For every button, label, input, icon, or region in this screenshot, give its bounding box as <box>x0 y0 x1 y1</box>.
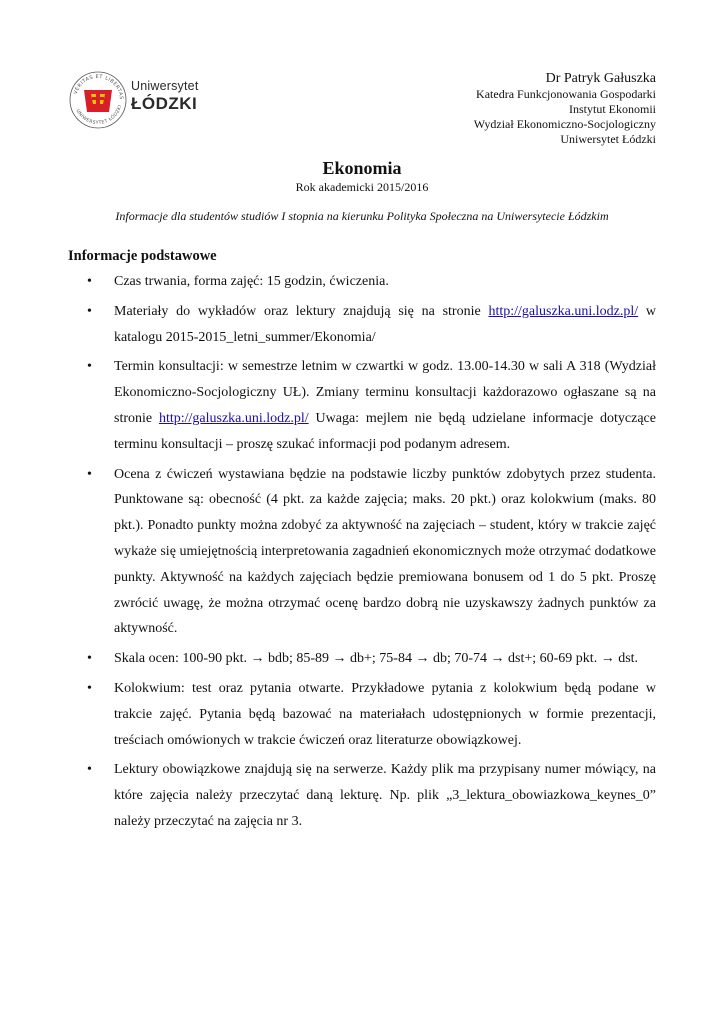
consultations-link[interactable]: http://galuszka.uni.lodz.pl/ <box>158 410 309 426</box>
university-logo <box>68 70 203 130</box>
list-item-text: Czas trwania, forma zajęć: 15 godzin, ćwiczenia. <box>114 274 389 289</box>
university-wordmark <box>131 78 199 114</box>
svg-text:UNIWERSYTET ŁÓDZKI: UNIWERSYTET ŁÓDZKI <box>74 104 124 127</box>
list-item-test <box>68 676 656 753</box>
author-name: Dr Patryk Gałuszka <box>545 71 656 86</box>
list-item-text: Uwaga: mejlem nie będą udzielane informacje dotyczące terminu konsultacji – proszę szukać informacji pod podanym adresem. <box>114 410 656 452</box>
list-item-consultations <box>68 354 656 457</box>
author-department: Katedra Funkcjonowania Gospodarki <box>476 87 656 101</box>
bullet-icon: • <box>87 303 92 319</box>
logo-line-uniwersytet: Uniwersytet <box>131 79 199 93</box>
info-list <box>68 269 656 839</box>
svg-text:VERITAS ET LIBERTAS: VERITAS ET LIBERTAS <box>72 73 125 101</box>
author-institute: Instytut Ekonomii <box>569 102 656 116</box>
list-item-duration <box>68 269 656 295</box>
bullet-icon: • <box>87 762 92 778</box>
section-heading: Informacje podstawowe <box>68 248 217 264</box>
author-faculty: Wydział Ekonomiczno-Socjologiczny <box>473 117 656 131</box>
document-title: Ekonomia <box>322 158 402 178</box>
materials-link[interactable]: http://galuszka.uni.lodz.pl/ <box>488 303 639 319</box>
list-item-text: Skala ocen: 100-90 pkt. → bdb; 85-89 → db+; 75-84 → db; 70-74 → dst+; 60-69 pkt. → dst. <box>114 651 639 667</box>
list-item-text: Lektury obowiązkowe znajdują się na serwerze. Każdy plik ma przypisany numer mówiący, na które zajęcia należy przeczytać daną lekturę. Np. plik „3_lektura_obowiazkowa_keynes_0” należy przeczytać na zajęcia nr 3. <box>114 762 656 829</box>
list-item-readings <box>68 757 656 834</box>
list-item-text: Materiały do wykładów oraz lektury znajdują się na stronie <box>114 303 489 319</box>
list-item-text: Kolokwium: test oraz pytania otwarte. Przykładowe pytania z kolokwium będą podane w trakcie zajęć. Pytania będą bazować na materiałach udostępnionych w formie prezentacji, treściach omówionych w trakcie ćwiczeń oraz literaturze obowiązkowej. <box>114 680 656 748</box>
university-seal-icon <box>68 70 128 130</box>
list-item-text: w katalogu 2015-2015_letni_summer/Ekonomia/ <box>114 303 656 345</box>
bullet-icon: • <box>87 680 92 696</box>
bullet-icon: • <box>87 359 92 375</box>
author-block <box>474 70 656 147</box>
list-item-grading <box>68 462 656 643</box>
bullet-icon: • <box>87 466 92 482</box>
academic-year: Rok akademicki 2015/2016 <box>295 180 429 194</box>
list-item-grade-scale <box>68 646 656 672</box>
list-item-text: Ocena z ćwiczeń wystawiana będzie na podstawie liczby punktów zdobytych przez studenta. Punktowane są: obecność (4 pkt. za każde zajęcia; maks. 20 pkt.) oraz kolokwium (maks. 80 pkt.). Ponadto punkty można zdobyć za aktywność na zajęciach – student, który w trakcie zajęć wykaże się umiejętnością interpretowania zagadnień ekonomicznych może otrzymać dodatkowe punkty. Aktywność na każdych zajęciach będzie premiowana bonusem od 1 do 5 pkt. Proszę zwrócić uwagę, że można otrzymać ocenę bardzo dobrą nie uzyskawszy żadnych punktów za aktywność. <box>114 466 656 637</box>
list-item-text: Termin konsultacji: w semestrze letnim w czwartki w godz. 13.00-14.30 w sali A 318 (Wydział Ekonomiczno-Socjologiczny UŁ). Zmiany terminu konsultacji każdorazowo ogłaszane są na stronie <box>114 359 656 426</box>
author-university: Uniwersytet Łódzki <box>560 132 656 146</box>
intro-line: Informacje dla studentów studiów I stopnia na kierunku Polityka Społeczna na Uniwersytecie Łódzkim <box>115 209 609 223</box>
bullet-icon: • <box>87 274 92 289</box>
bullet-icon: • <box>87 651 92 667</box>
logo-line-lodzki: ŁÓDZKI <box>131 94 198 113</box>
list-item-materials <box>68 299 656 351</box>
